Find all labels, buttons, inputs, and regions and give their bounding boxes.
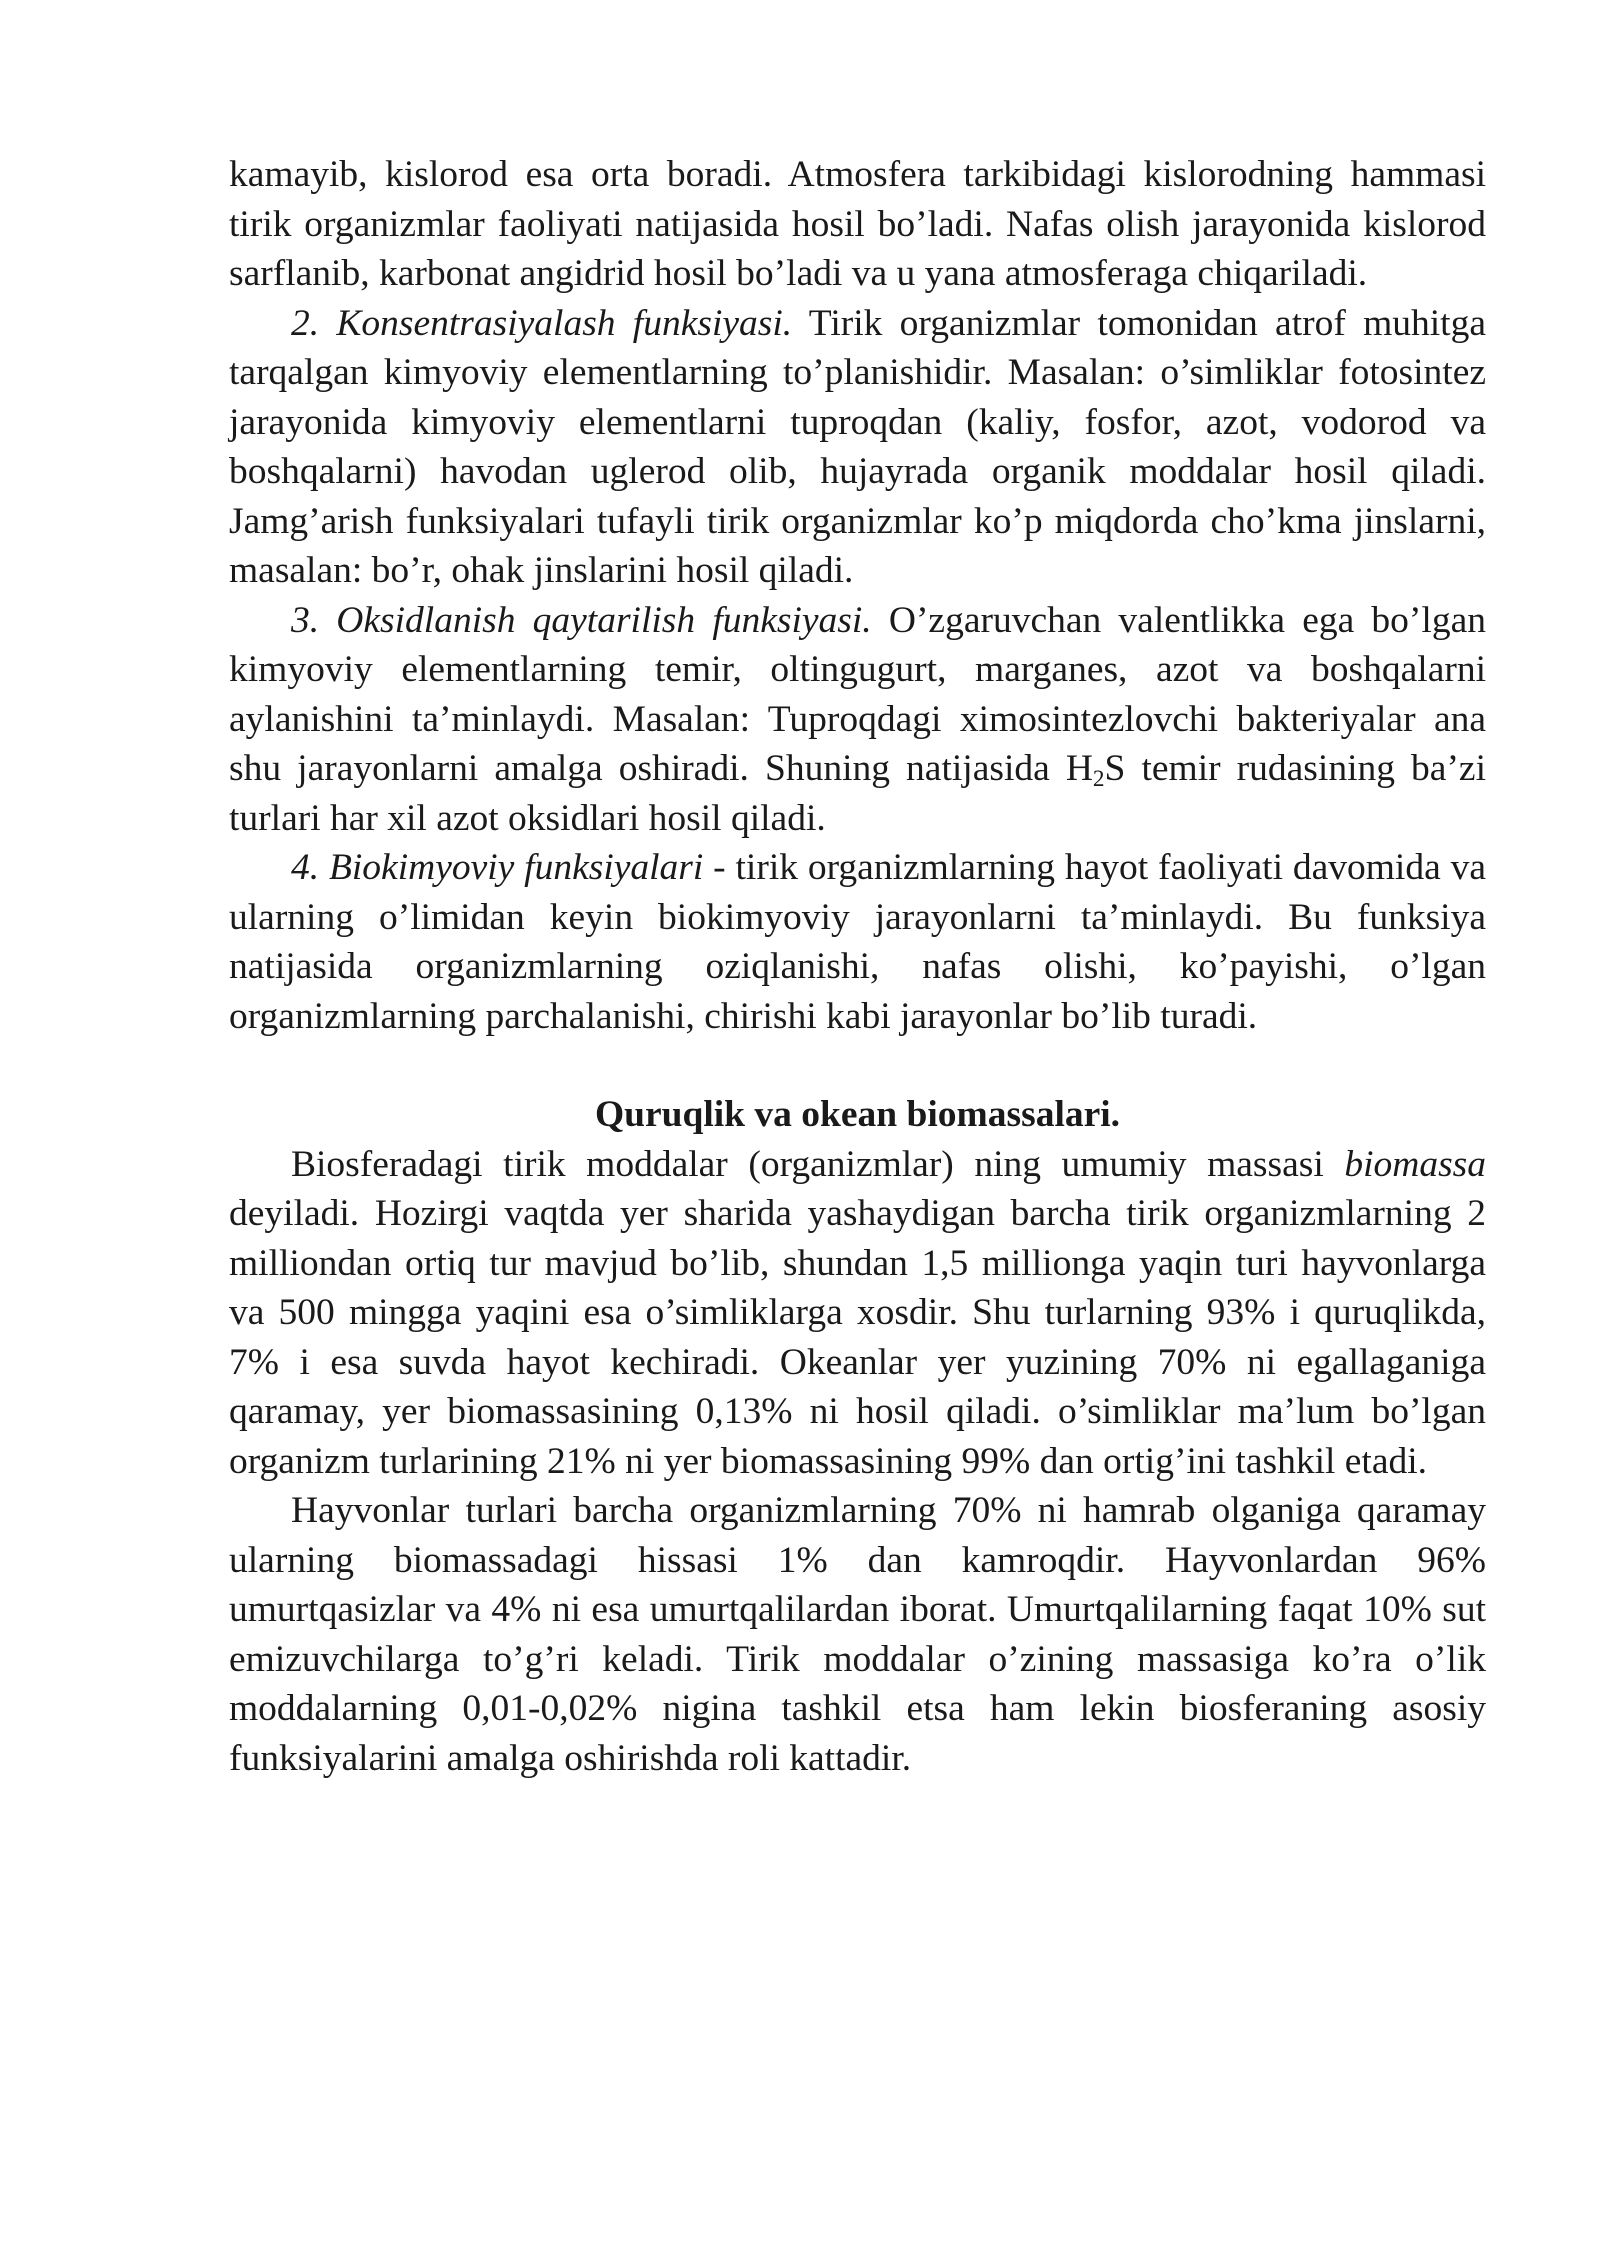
paragraph-text: - tirik organizmlarning hayot faoliyati davomida va ularning o’limidan keyin biokimyoviy jarayonlarni ta’minlaydi. Bu funksiya natijasida organizmlarning oziqlanishi, nafas olishi, ko’payishi, o’lgan organizmlarning parchalanishi, chirishi kabi jarayonlar bo’lib turadi. bbox=[229, 847, 1486, 1037]
paragraph-oxygen-cycle bbox=[229, 150, 1486, 299]
paragraph-redox-function bbox=[229, 596, 1486, 844]
paragraph-text: deyiladi. Hozirgi vaqtda yer sharida yashaydigan barcha tirik organizmlarning 2 milliondan ortiq tur mavjud bo’lib, shundan 1,5 millionga yaqin turi hayvonlarga va 500 mingga yaqini esa o’simliklarga xosdir. Shu turlarning 93% i quruqlikda, 7% i esa suvda hayot kechiradi. Okeanlar yer yuzining 70% ni egallaganiga qaramay, yer biomassasining 0,13% ni hosil qiladi. o’simliklar ma’lum bo’lgan organizm turlarining 21% ni yer biomassasining 99% dan ortig’ini tashkil etadi. bbox=[229, 1193, 1486, 1482]
paragraph-animal-species bbox=[229, 1486, 1486, 1783]
paragraph-biochemical-function bbox=[229, 843, 1486, 1041]
paragraph-text: kamayib, kislorod esa orta boradi. Atmosfera tarkibidagi kislorodning hammasi tirik organizmlar faoliyati natijasida hosil bo’ladi. Nafas olish jarayonida kislorod sarflanib, karbonat angidrid hosil bo’ladi va u yana atmosferaga chiqariladi. bbox=[229, 154, 1486, 294]
section-heading: Quruqlik va okean biomassalari. bbox=[594, 1094, 1121, 1135]
paragraph-text: S temir rudasining ba’zi turlari har xil azot oksidlari hosil qiladi. bbox=[229, 748, 1486, 839]
paragraph-text: Tirik organizmlar tomonidan atrof muhitga tarqalgan kimyoviy elementlarning to’planishidir. Masalan: o’simliklar fotosintez jarayonida kimyoviy elementlarni tuproqdan (kaliy, fosfor, azot, vodorod va boshqalarni) havodan uglerod olib, hujayrada organik moddalar hosil qiladi. Jamg’arish funksiyalari tufayli tirik organizmlar ko’p miqdorda cho’kma jinslarni, masalan: bo’r, ohak jinslarini hosil qiladi. bbox=[229, 302, 1486, 591]
paragraph-biomass-definition bbox=[229, 1140, 1486, 1487]
term-italic: biomassa bbox=[1344, 1143, 1486, 1185]
paragraph-text: Biosferadagi tirik moddalar (organizmlar) ning umumiy massasi bbox=[291, 1143, 1345, 1185]
document-page bbox=[229, 150, 1486, 1783]
paragraph-lead-italic: 4. Biokimyoviy funksiyalari bbox=[291, 847, 704, 888]
subscript: 2 bbox=[1092, 765, 1105, 792]
paragraph-lead-italic: 3. Oksidlanish qaytarilish funksiyasi. bbox=[291, 599, 872, 641]
paragraph-lead-italic: 2. Konsentrasiyalash funksiyasi. bbox=[291, 302, 793, 344]
paragraph-text: O’zgaruvchan valentlikka ega bo’lgan kimyoviy elementlarning temir, oltingugurt, marganes, azot va boshqalarni aylanishini ta’minlaydi. Masalan: Tuproqdagi ximosintezlovchi bakteriyalar ana shu jarayonlarni amalga oshiradi. Shuning natijasida H bbox=[229, 599, 1486, 789]
paragraph-concentration-function bbox=[229, 299, 1486, 596]
paragraph-text: Hayvonlar turlari barcha organizmlarning 70% ni hamrab olganiga qaramay ularning biomassadagi hissasi 1% dan kamroqdir. Hayvonlardan 96% umurtqasizlar va 4% ni esa umurtqalilardan iborat. Umurtqalilarning faqat 10% sut emizuvchilarga to’g’ri keladi. Tirik moddalar o’zining massasiga ko’ra o’lik moddalarning 0,01-0,02% nigina tashkil etsa ham lekin biosferaning asosiy funksiyalarini amalga oshirishda roli kattadir. bbox=[229, 1490, 1486, 1779]
